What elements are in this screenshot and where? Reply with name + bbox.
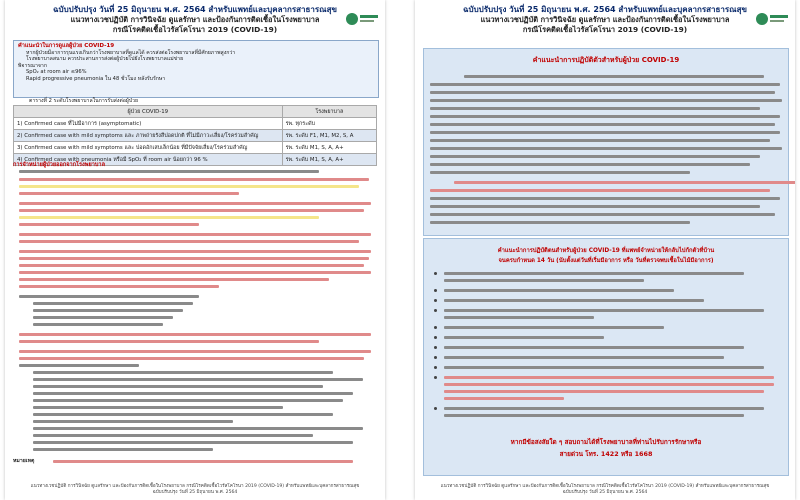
table-cell: รพ. ระดับ F1, M1, M2, S, A — [282, 130, 376, 142]
hospital-level-table — [13, 105, 377, 166]
document-page-right — [415, 0, 795, 500]
footer-line: ฉบับปรับปรุง วันที่ 25 มิถุนายน พ.ศ. 2564 — [562, 490, 648, 495]
disease-title: กรณีโรคติดเชื้อไวรัสโคโรนา 2019 (COVID-19) — [112, 25, 278, 34]
box-item-4: Rapid progressive pneumonia ใน 48 ชั่วโมง หลังรับรักษา — [26, 75, 166, 82]
recommendation-box — [13, 40, 379, 98]
note-label-text: หมายเหตุ — [13, 458, 35, 464]
home-isolation-title: คำแนะนำการปฏิบัติตนสำหรับผู้ป่วย COVID-19 ที่แพทย์จำหน่ายให้กลับไปกักตัวที่บ้าน — [497, 248, 715, 254]
home-isolation-subtitle: จนครบกำหนด 14 วัน (นับตั้งแต่วันที่เริ่มมีอาการ หรือ วันที่ตรวจพบเชื้อในไม้มีอาการ) — [498, 258, 714, 264]
guideline-title: แนวทางเวชปฏิบัติ การวินิจฉัย ดูแลรักษา และป้องกันการติดเชื้อในโรงพยาบาล — [480, 15, 730, 24]
table-row — [14, 130, 377, 142]
table-row — [14, 118, 377, 130]
guideline-title: แนวทางเวชปฏิบัติ การวินิจฉัย ดูแลรักษา และป้องกันการติดเชื้อในโรงพยาบาล — [70, 15, 320, 24]
revision-line: ฉบับปรับปรุง วันที่ 25 มิถุนายน พ.ศ. 2564 สำหรับแพทย์และบุคลากรสาธารณสุข — [53, 5, 337, 14]
box-sub: พิจารณาจาก — [18, 62, 47, 69]
table-cell: 3) Confirmed case with mild symptoms และ ปอดอักเสบเล็กน้อย ที่มีปัจจัยเสี่ยง/โรคร่วมสำคัญ — [14, 142, 283, 154]
table-cell: 2) Confirmed case with mild symptoms และ ภาพถ่ายรังสีปอดปกติ ที่ไม่มีภาวะเสี่ยง/โรคร่วมสำคัญ — [14, 130, 283, 142]
table-cell: รพ. ระดับ M1, S, A, A+ — [282, 142, 376, 154]
revision-line: ฉบับปรับปรุง วันที่ 25 มิถุนายน พ.ศ. 2564 สำหรับแพทย์และบุคลากรสาธารณสุข — [463, 5, 747, 14]
page-footer — [415, 484, 795, 496]
discharge-title: การจำหน่ายผู้ป่วยออกจากโรงพยาบาล — [13, 162, 106, 168]
page-footer — [5, 484, 385, 496]
box-title: คำแนะนำในการดูแลผู้ป่วย COVID-19 — [18, 43, 115, 49]
ministry-logo-icon — [755, 8, 789, 30]
table-cell: รพ. ระดับ M1, S, A, A+ — [282, 154, 376, 166]
home-isolation-list — [424, 269, 788, 419]
advice-title: คำแนะนำการปฏิบัติตัวสำหรับผู้ป่วย COVID-19 — [532, 56, 680, 64]
box-item-1: หากผู้ป่วยมีอาการรุนแรงเกินกว่าโรงพยาบาลที่ดูแลได้ ควรส่งต่อโรงพยาบาลที่มีศักยภาพสูงกว่า — [26, 49, 236, 56]
disease-title: กรณีโรคติดเชื้อไวรัสโคโรนา 2019 (COVID-19) — [522, 25, 688, 34]
footer-line: ฉบับปรับปรุง วันที่ 25 มิถุนายน พ.ศ. 2564 — [152, 490, 238, 495]
advice-body — [424, 71, 788, 231]
patient-advice-box — [423, 48, 789, 236]
table-cell: 4) Confirmed case with pneumonia หรือมี SpO₂ ที่ room air น้อยกว่า 96 % — [14, 154, 283, 166]
table-header: ผู้ป่วย COVID-19 — [14, 106, 283, 118]
discharge-body — [13, 170, 377, 472]
box-item-3: SpO₂ at room air ≤96% — [26, 69, 87, 76]
table-cell: 1) Confirmed case ที่ไม่มีอาการ (asymptomatic) — [14, 118, 283, 130]
hotline-line: สายด่วน โทร. 1422 หรือ 1668 — [559, 450, 653, 458]
document-page-left — [5, 0, 385, 500]
table-row — [14, 142, 377, 154]
box-item-2: โรงพยาบาลสนาม ควรประสานการส่งต่อผู้ป่วยไปยังโรงพยาบาลแม่ข่าย — [26, 56, 184, 63]
table-header: โรงพยาบาล — [282, 106, 376, 118]
table-caption: ตารางที่ 2 ระดับโรงพยาบาลในการรับส่งต่อผู้ป่วย — [29, 98, 139, 104]
footer-line: แนวทางเวชปฏิบัติ การวินิจฉัย ดูแลรักษา และป้องกันการติดเชื้อในโรงพยาบาล กรณีโรคติดเชื้อไวรัสโคโรนา 2019 (COVID-19) สำหรับแพทย์และบุคลากรสาธารณสุข — [440, 484, 770, 489]
table-cell: รพ. ทุกระดับ — [282, 118, 376, 130]
page-header — [415, 4, 795, 35]
ministry-logo-icon — [345, 8, 379, 30]
note-label — [13, 458, 377, 465]
closing-line: หากมีข้อสงสัยใด ๆ สอบถามได้ที่โรงพยาบาลที่ท่านไปรับการรักษาหรือ — [510, 438, 702, 446]
home-isolation-box — [423, 238, 789, 476]
page-header — [5, 4, 385, 35]
footer-line: แนวทางเวชปฏิบัติ การวินิจฉัย ดูแลรักษา และป้องกันการติดเชื้อในโรงพยาบาล กรณีโรคติดเชื้อไวรัสโคโรนา 2019 (COVID-19) สำหรับแพทย์และบุคลากรสาธารณสุข — [30, 484, 360, 489]
